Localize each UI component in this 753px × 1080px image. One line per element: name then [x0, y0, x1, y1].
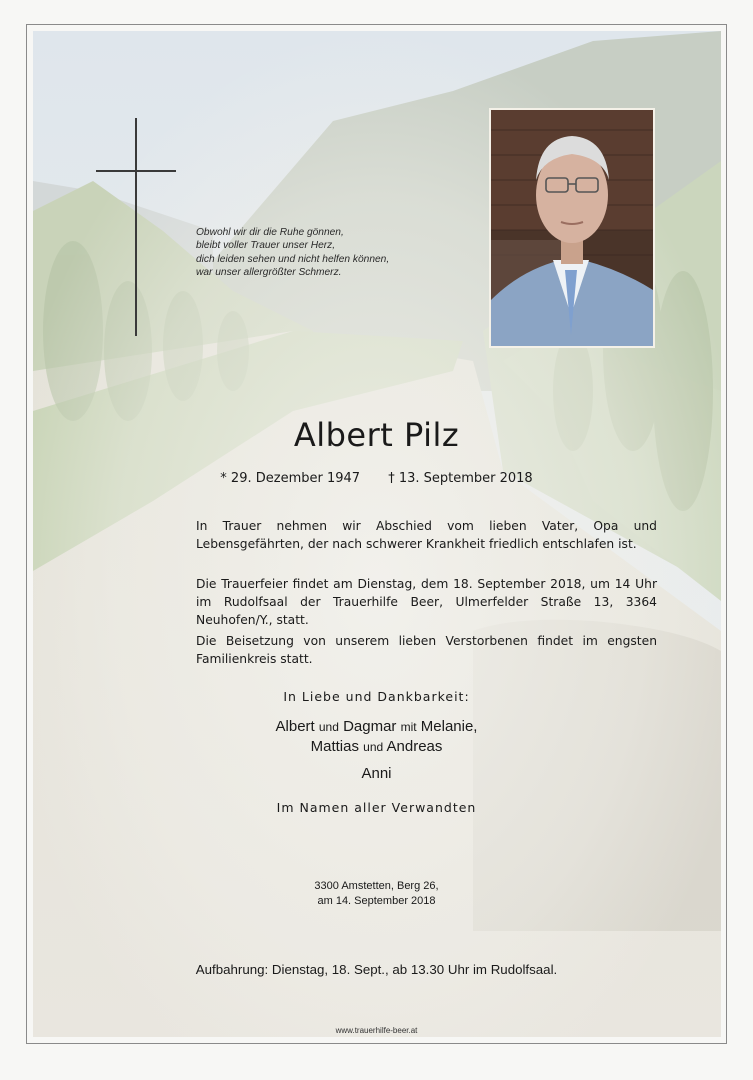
mourners-intro: In Liebe und Dankbarkeit: — [283, 689, 470, 704]
poem-line: dich leiden sehen und nicht helfen können, — [196, 253, 390, 265]
burial-paragraph: Die Beisetzung von unserem lieben Verstorbenen findet im engsten Familienkreis statt. — [196, 634, 657, 666]
viewing-info: Aufbahrung: Dienstag, 18. Sept., ab 13.30 Uhr im Rudolfsaal. — [195, 962, 558, 977]
poem-line: Obwohl wir dir die Ruhe gönnen, — [196, 227, 344, 238]
cross-vertical-bar — [135, 118, 137, 336]
mourners-line-2 — [0, 738, 753, 755]
date-line: am 14. September 2018 — [317, 895, 436, 907]
connector-word: und — [318, 720, 339, 734]
portrait-photo — [489, 108, 655, 348]
ceremony-paragraph: Die Trauerfeier findet am Dienstag, dem 18. September 2018, um 14 Uhr im Rudolfsaal der Trauerhilfe Beer, Ulmerfelder Straße 13, 3364 Neuhofen/Y., statt. — [196, 577, 657, 627]
mourner-name: Dagmar — [343, 718, 397, 735]
cross-horizontal-bar — [96, 170, 176, 172]
poem-line: bleibt voller Trauer unser Herz, — [196, 240, 336, 252]
mourner-name: Melanie, — [420, 718, 478, 735]
death-date: † 13. September 2018 — [388, 471, 533, 486]
poem — [196, 226, 456, 280]
portrait-illustration — [491, 110, 653, 346]
birth-date: * 29. Dezember 1947 — [220, 471, 361, 486]
poem-line: war unser allergrößter Schmerz. — [196, 267, 342, 279]
mourner-name: Andreas — [386, 738, 443, 755]
mourners-line-3: Anni — [361, 765, 392, 782]
mourner-name: Mattias — [310, 738, 359, 755]
address-line: 3300 Amstetten, Berg 26, — [314, 880, 439, 892]
deceased-name: Albert Pilz — [293, 416, 460, 454]
mourners-line-1 — [0, 718, 753, 735]
life-dates — [0, 471, 753, 486]
connector-word: und — [363, 740, 384, 754]
connector-word: mit — [400, 720, 417, 734]
relatives-line: Im Namen aller Verwandten — [276, 800, 477, 815]
mourner-name: Albert — [275, 718, 315, 735]
sender-address — [0, 879, 753, 909]
website-link[interactable]: www.trauerhilfe-beer.at — [335, 1026, 418, 1035]
farewell-paragraph: In Trauer nehmen wir Abschied vom lieben Vater, Opa und Lebensgefährten, der nach schwerer Krankheit friedlich entschlafen ist. — [196, 519, 657, 551]
